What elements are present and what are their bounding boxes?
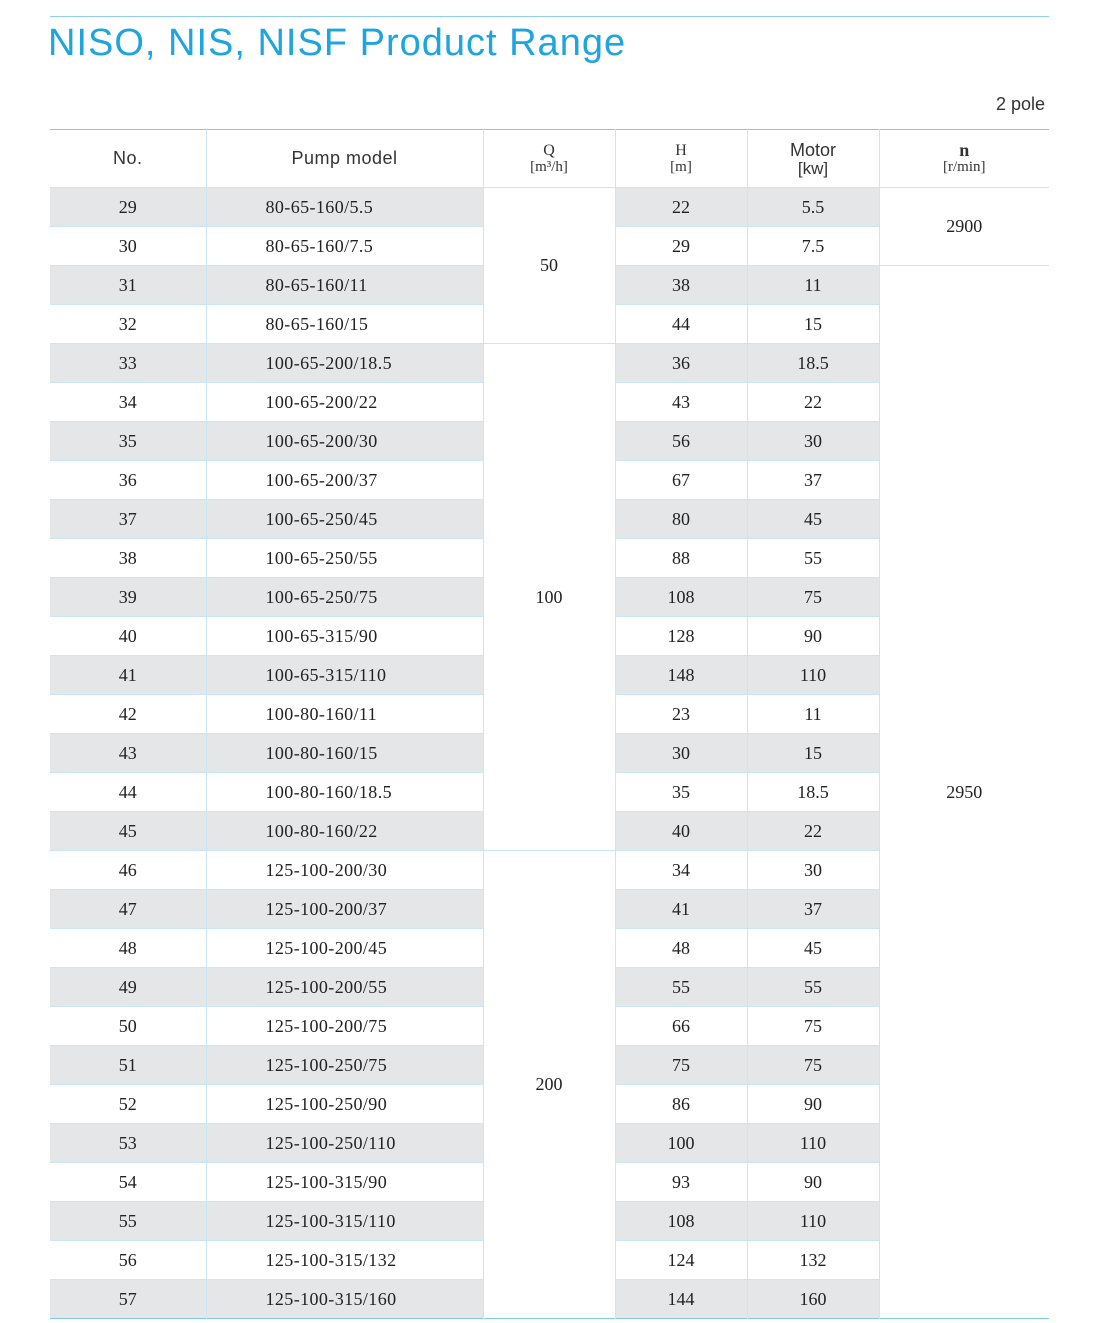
cell-no: 48 bbox=[50, 929, 206, 968]
cell-h: 108 bbox=[615, 1202, 747, 1241]
cell-pump-model: 100-65-200/30 bbox=[206, 422, 483, 461]
header-h-unit: [m] bbox=[670, 158, 692, 175]
cell-motor: 110 bbox=[747, 656, 879, 695]
cell-q-group: 50 bbox=[483, 188, 615, 344]
header-n-unit: [r/min] bbox=[943, 158, 986, 175]
cell-h: 34 bbox=[615, 851, 747, 890]
cell-pump-model: 100-80-160/22 bbox=[206, 812, 483, 851]
cell-motor: 75 bbox=[747, 578, 879, 617]
cell-pump-model: 100-65-250/55 bbox=[206, 539, 483, 578]
cell-motor: 55 bbox=[747, 968, 879, 1007]
cell-no: 52 bbox=[50, 1085, 206, 1124]
cell-no: 39 bbox=[50, 578, 206, 617]
cell-motor: 15 bbox=[747, 305, 879, 344]
cell-pump-model: 125-100-315/110 bbox=[206, 1202, 483, 1241]
cell-h: 29 bbox=[615, 227, 747, 266]
cell-h: 44 bbox=[615, 305, 747, 344]
cell-no: 31 bbox=[50, 266, 206, 305]
cell-motor: 5.5 bbox=[747, 188, 879, 227]
cell-motor: 37 bbox=[747, 461, 879, 500]
cell-motor: 45 bbox=[747, 929, 879, 968]
cell-motor: 11 bbox=[747, 266, 879, 305]
header-motor-label: Motor bbox=[789, 140, 836, 160]
cell-pump-model: 125-100-315/132 bbox=[206, 1241, 483, 1280]
cell-pump-model: 100-65-250/75 bbox=[206, 578, 483, 617]
cell-motor: 90 bbox=[747, 617, 879, 656]
cell-motor: 11 bbox=[747, 695, 879, 734]
cell-pump-model: 125-100-315/160 bbox=[206, 1280, 483, 1319]
cell-q-group: 200 bbox=[483, 851, 615, 1319]
cell-no: 43 bbox=[50, 734, 206, 773]
cell-no: 30 bbox=[50, 227, 206, 266]
header-motor bbox=[747, 130, 879, 188]
cell-no: 54 bbox=[50, 1163, 206, 1202]
cell-motor: 75 bbox=[747, 1007, 879, 1046]
cell-pump-model: 100-65-250/45 bbox=[206, 500, 483, 539]
header-q-unit: [m³/h] bbox=[530, 158, 568, 175]
cell-no: 29 bbox=[50, 188, 206, 227]
header-pump-model: Pump model bbox=[206, 130, 483, 188]
cell-pump-model: 125-100-200/55 bbox=[206, 968, 483, 1007]
cell-h: 144 bbox=[615, 1280, 747, 1319]
header-motor-unit: [kw] bbox=[797, 159, 829, 178]
cell-h: 38 bbox=[615, 266, 747, 305]
cell-motor: 7.5 bbox=[747, 227, 879, 266]
cell-no: 32 bbox=[50, 305, 206, 344]
cell-motor: 55 bbox=[747, 539, 879, 578]
cell-h: 128 bbox=[615, 617, 747, 656]
cell-pump-model: 80-65-160/5.5 bbox=[206, 188, 483, 227]
top-rule bbox=[50, 16, 1049, 17]
cell-h: 93 bbox=[615, 1163, 747, 1202]
cell-no: 40 bbox=[50, 617, 206, 656]
header-n bbox=[879, 130, 1049, 188]
cell-motor: 45 bbox=[747, 500, 879, 539]
cell-no: 55 bbox=[50, 1202, 206, 1241]
cell-h: 43 bbox=[615, 383, 747, 422]
cell-pump-model: 125-100-250/110 bbox=[206, 1124, 483, 1163]
cell-pump-model: 80-65-160/7.5 bbox=[206, 227, 483, 266]
cell-motor: 90 bbox=[747, 1085, 879, 1124]
cell-h: 88 bbox=[615, 539, 747, 578]
cell-motor: 22 bbox=[747, 383, 879, 422]
cell-h: 22 bbox=[615, 188, 747, 227]
cell-no: 46 bbox=[50, 851, 206, 890]
cell-h: 40 bbox=[615, 812, 747, 851]
pole-label: 2 pole bbox=[995, 94, 1045, 114]
cell-no: 42 bbox=[50, 695, 206, 734]
cell-h: 100 bbox=[615, 1124, 747, 1163]
cell-n-group: 2900 bbox=[879, 188, 1049, 266]
cell-h: 75 bbox=[615, 1046, 747, 1085]
cell-motor: 18.5 bbox=[747, 773, 879, 812]
cell-no: 50 bbox=[50, 1007, 206, 1046]
cell-pump-model: 125-100-315/90 bbox=[206, 1163, 483, 1202]
cell-h: 56 bbox=[615, 422, 747, 461]
cell-pump-model: 100-65-200/37 bbox=[206, 461, 483, 500]
header-h-symbol: H bbox=[675, 141, 687, 159]
cell-h: 108 bbox=[615, 578, 747, 617]
cell-no: 36 bbox=[50, 461, 206, 500]
cell-no: 45 bbox=[50, 812, 206, 851]
cell-pump-model: 100-80-160/11 bbox=[206, 695, 483, 734]
cell-pump-model: 100-65-200/22 bbox=[206, 383, 483, 422]
cell-no: 53 bbox=[50, 1124, 206, 1163]
cell-no: 49 bbox=[50, 968, 206, 1007]
cell-no: 41 bbox=[50, 656, 206, 695]
cell-h: 36 bbox=[615, 344, 747, 383]
cell-no: 38 bbox=[50, 539, 206, 578]
cell-h: 55 bbox=[615, 968, 747, 1007]
cell-h: 35 bbox=[615, 773, 747, 812]
cell-no: 34 bbox=[50, 383, 206, 422]
cell-pump-model: 100-65-200/18.5 bbox=[206, 344, 483, 383]
cell-pump-model: 125-100-200/37 bbox=[206, 890, 483, 929]
header-q bbox=[483, 130, 615, 188]
cell-no: 33 bbox=[50, 344, 206, 383]
cell-pump-model: 125-100-200/45 bbox=[206, 929, 483, 968]
cell-no: 44 bbox=[50, 773, 206, 812]
cell-motor: 75 bbox=[747, 1046, 879, 1085]
cell-pump-model: 80-65-160/15 bbox=[206, 305, 483, 344]
cell-motor: 37 bbox=[747, 890, 879, 929]
cell-no: 35 bbox=[50, 422, 206, 461]
cell-motor: 132 bbox=[747, 1241, 879, 1280]
header-h bbox=[615, 130, 747, 188]
cell-motor: 90 bbox=[747, 1163, 879, 1202]
cell-h: 124 bbox=[615, 1241, 747, 1280]
cell-h: 67 bbox=[615, 461, 747, 500]
table-row bbox=[50, 188, 1049, 227]
cell-pump-model: 125-100-200/75 bbox=[206, 1007, 483, 1046]
cell-motor: 22 bbox=[747, 812, 879, 851]
cell-pump-model: 125-100-200/30 bbox=[206, 851, 483, 890]
table-body bbox=[50, 188, 1049, 1319]
cell-motor: 18.5 bbox=[747, 344, 879, 383]
cell-pump-model: 100-80-160/18.5 bbox=[206, 773, 483, 812]
cell-h: 30 bbox=[615, 734, 747, 773]
cell-pump-model: 100-80-160/15 bbox=[206, 734, 483, 773]
product-range-table bbox=[50, 129, 1049, 1319]
cell-motor: 110 bbox=[747, 1202, 879, 1241]
cell-h: 80 bbox=[615, 500, 747, 539]
cell-pump-model: 100-65-315/90 bbox=[206, 617, 483, 656]
cell-motor: 30 bbox=[747, 851, 879, 890]
cell-n-group: 2950 bbox=[879, 266, 1049, 1319]
cell-h: 86 bbox=[615, 1085, 747, 1124]
cell-no: 47 bbox=[50, 890, 206, 929]
cell-pump-model: 80-65-160/11 bbox=[206, 266, 483, 305]
cell-h: 41 bbox=[615, 890, 747, 929]
cell-pump-model: 100-65-315/110 bbox=[206, 656, 483, 695]
cell-no: 56 bbox=[50, 1241, 206, 1280]
cell-motor: 160 bbox=[747, 1280, 879, 1319]
cell-pump-model: 125-100-250/75 bbox=[206, 1046, 483, 1085]
table-header-row bbox=[50, 130, 1049, 188]
cell-h: 48 bbox=[615, 929, 747, 968]
cell-h: 66 bbox=[615, 1007, 747, 1046]
cell-motor: 15 bbox=[747, 734, 879, 773]
cell-motor: 30 bbox=[747, 422, 879, 461]
header-n-symbol: n bbox=[959, 139, 970, 160]
header-no: No. bbox=[112, 148, 143, 168]
cell-q-group: 100 bbox=[483, 344, 615, 851]
page-title: NISO, NIS, NISF Product Range bbox=[48, 22, 627, 64]
cell-no: 37 bbox=[50, 500, 206, 539]
cell-motor: 110 bbox=[747, 1124, 879, 1163]
header-q-symbol: Q bbox=[543, 141, 555, 159]
cell-h: 23 bbox=[615, 695, 747, 734]
cell-no: 51 bbox=[50, 1046, 206, 1085]
cell-no: 57 bbox=[50, 1280, 206, 1319]
cell-h: 148 bbox=[615, 656, 747, 695]
cell-pump-model: 125-100-250/90 bbox=[206, 1085, 483, 1124]
